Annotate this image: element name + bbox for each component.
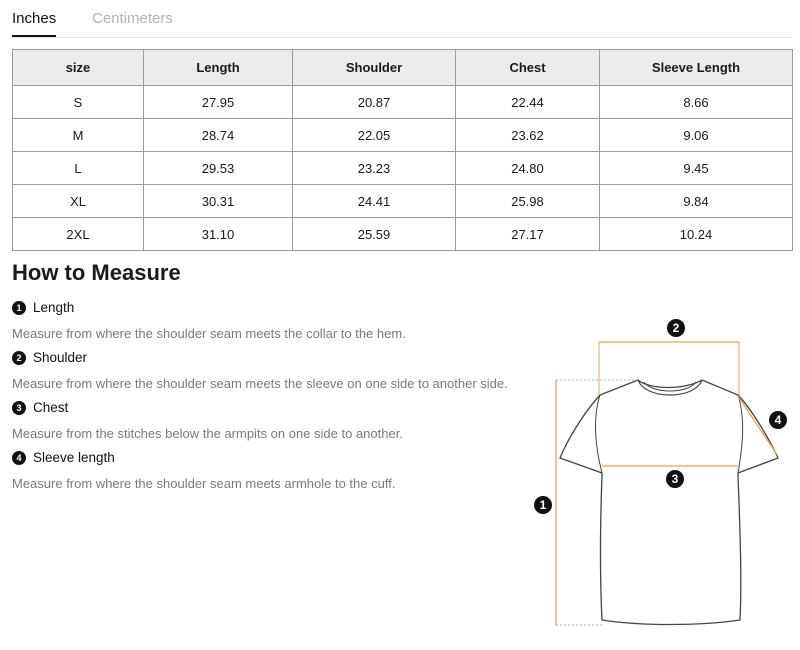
table-cell: 20.87	[293, 86, 456, 119]
number-badge-icon: 2	[12, 351, 26, 365]
measure-item-head	[12, 400, 403, 415]
table-cell: 31.10	[144, 218, 293, 251]
number-badge-icon: 1	[12, 301, 26, 315]
measure-item-label: Length	[33, 300, 75, 315]
measure-item-desc: Measure from where the shoulder seam meets the collar to the hem.	[12, 326, 406, 341]
table-row	[13, 86, 793, 119]
table-cell: 27.17	[456, 218, 600, 251]
measure-item-label: Chest	[33, 400, 69, 415]
unit-tabs	[12, 0, 792, 38]
marker-1-label: 1	[539, 498, 547, 512]
measure-item-desc: Measure from the stitches below the armpits on one side to another.	[12, 426, 403, 441]
table-cell: 2XL	[13, 218, 144, 251]
table-cell: 9.45	[600, 152, 793, 185]
table-cell: 25.98	[456, 185, 600, 218]
table-cell: M	[13, 119, 144, 152]
table-cell: 29.53	[144, 152, 293, 185]
measure-item-label: Shoulder	[33, 350, 88, 365]
table-cell: 22.05	[293, 119, 456, 152]
measure-item-label: Sleeve length	[33, 450, 115, 465]
table-cell: 23.62	[456, 119, 600, 152]
header-sleeve-length: Sleeve Length	[600, 50, 793, 86]
table-row	[13, 119, 793, 152]
measure-item-shoulder	[12, 350, 508, 391]
tshirt-outline-icon	[560, 380, 778, 625]
how-to-measure-title: How to Measure	[12, 260, 181, 285]
table-cell: 24.80	[456, 152, 600, 185]
number-badge-icon: 4	[12, 451, 26, 465]
measure-item-head	[12, 300, 406, 315]
table-cell: 24.41	[293, 185, 456, 218]
table-cell: 9.84	[600, 185, 793, 218]
header-length: Length	[144, 50, 293, 86]
measure-item-chest	[12, 400, 403, 441]
measure-item-sleeve-length	[12, 450, 395, 491]
table-cell: 22.44	[456, 86, 600, 119]
table-cell: 10.24	[600, 218, 793, 251]
table-cell: 8.66	[600, 86, 793, 119]
measure-item-head	[12, 350, 508, 365]
measure-item-head	[12, 450, 395, 465]
measure-item-length	[12, 300, 406, 341]
size-chart-table	[12, 49, 793, 251]
table-cell: 23.23	[293, 152, 456, 185]
table-cell: 25.59	[293, 218, 456, 251]
table-row	[13, 152, 793, 185]
measure-item-desc: Measure from where the shoulder seam meets armhole to the cuff.	[12, 476, 396, 491]
tshirt-measure-diagram	[520, 300, 800, 645]
table-header-row	[13, 50, 793, 86]
table-cell: L	[13, 152, 144, 185]
table-row	[13, 185, 793, 218]
marker-2-label: 2	[672, 321, 680, 335]
number-badge-icon: 3	[12, 401, 26, 415]
table-cell: 27.95	[144, 86, 293, 119]
marker-3-label: 3	[671, 472, 679, 486]
table-cell: 9.06	[600, 119, 793, 152]
header-chest: Chest	[456, 50, 600, 86]
tab-inches[interactable]: Inches	[12, 10, 56, 37]
marker-4-label: 4	[774, 413, 782, 427]
table-cell: S	[13, 86, 144, 119]
table-cell: 30.31	[144, 185, 293, 218]
measure-item-desc: Measure from where the shoulder seam meets the sleeve on one side to another side.	[12, 376, 508, 391]
header-shoulder: Shoulder	[293, 50, 456, 86]
tab-centimeters[interactable]: Centimeters	[92, 10, 173, 27]
header-size: size	[13, 50, 144, 86]
table-cell: 28.74	[144, 119, 293, 152]
table-row	[13, 218, 793, 251]
table-cell: XL	[13, 185, 144, 218]
